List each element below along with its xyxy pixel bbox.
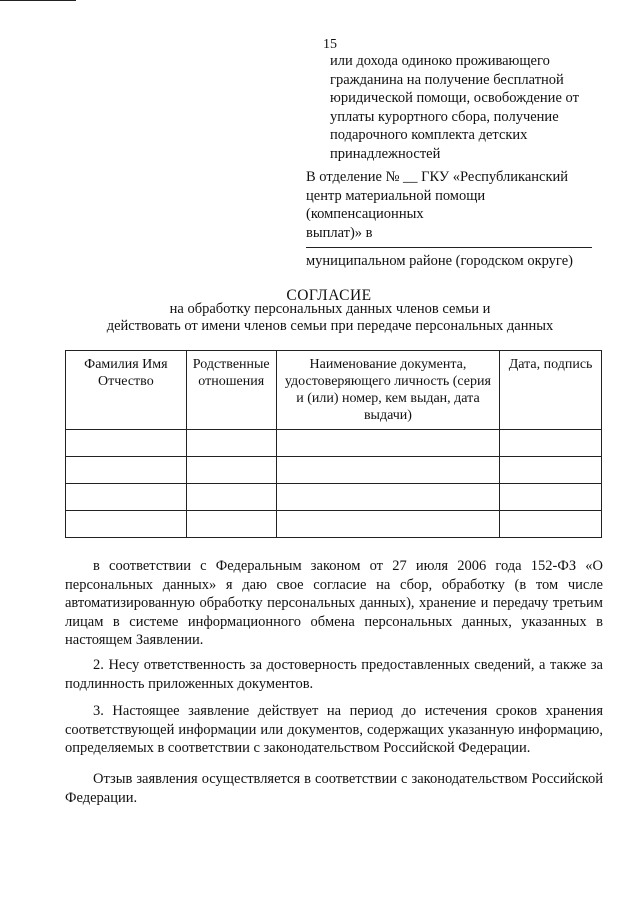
addressee-block bbox=[306, 168, 616, 242]
column-header-full-name: Фамилия Имя Отчество bbox=[66, 351, 187, 430]
table-cell[interactable] bbox=[66, 484, 187, 511]
consent-paragraph: в соответствии с Федеральным законом от 27 июля 2006 года 152-ФЗ «О персональных данных» я даю свое согласие на сбор, обработку (в том числе автоматизированную обработку персональных данных), хранение и передачу третьим лицам в системе информационного обмена персональных данных, указанных в настоящем Заявлении. bbox=[65, 558, 603, 648]
subtitle-line: действовать от имени членов семьи при передаче персональных данных bbox=[106, 318, 554, 334]
purpose-line: юридической помощи, освобождение от bbox=[330, 90, 579, 106]
table-cell[interactable] bbox=[66, 430, 187, 457]
table-cell[interactable] bbox=[186, 457, 276, 484]
table-cell[interactable] bbox=[500, 511, 602, 538]
district-fill-line[interactable] bbox=[306, 247, 592, 248]
responsibility-paragraph: 2. Несу ответственность за достоверность предоставленных сведений, а также за подлинность приложенных документов. bbox=[65, 657, 603, 692]
addressee-line: выплат)» в bbox=[306, 224, 373, 241]
application-purpose-block bbox=[330, 52, 620, 163]
table-header-row bbox=[66, 351, 602, 430]
scan-edge-line bbox=[0, 0, 76, 1]
addressee-line: (компенсационных bbox=[306, 206, 424, 222]
purpose-line: уплаты курортного сбора, получение bbox=[330, 108, 559, 125]
table-cell[interactable] bbox=[276, 511, 499, 538]
table-cell[interactable] bbox=[186, 511, 276, 538]
document-subtitle bbox=[62, 301, 598, 335]
table-cell[interactable] bbox=[500, 430, 602, 457]
document-title: СОГЛАСИЕ bbox=[286, 287, 372, 304]
table-row bbox=[66, 511, 602, 538]
table-row bbox=[66, 484, 602, 511]
validity-paragraph: 3. Настоящее заявление действует на период до истечения сроков хранения соответствующей информации или документов, содержащих указанную информацию, определяемых в соответствии с законодательством Российской Федерации. bbox=[65, 703, 603, 756]
table-cell[interactable] bbox=[500, 457, 602, 484]
table-row bbox=[66, 430, 602, 457]
table-cell[interactable] bbox=[66, 511, 187, 538]
purpose-line: подарочного комплекта детских bbox=[330, 127, 528, 143]
table-cell[interactable] bbox=[66, 457, 187, 484]
table-row bbox=[66, 457, 602, 484]
column-header-date-signature: Дата, подпись bbox=[500, 351, 602, 430]
table-cell[interactable] bbox=[186, 430, 276, 457]
column-header-identity-document: Наименование документа, удостоверяющего личность (серия и (или) номер, кем выдан, дата выдачи) bbox=[276, 351, 499, 430]
revocation-paragraph: Отзыв заявления осуществляется в соответствии с законодательством Российской Федерации. bbox=[65, 771, 603, 806]
purpose-line: или дохода одиноко проживающего bbox=[330, 53, 550, 69]
purpose-line: гражданина на получение бесплатной bbox=[330, 71, 564, 88]
district-caption: муниципальном районе (городском округе) bbox=[306, 253, 573, 269]
table-cell[interactable] bbox=[276, 484, 499, 511]
family-members-table bbox=[65, 350, 602, 538]
subtitle-line: на обработку персональных данных членов семьи и bbox=[169, 301, 491, 317]
table-cell[interactable] bbox=[500, 484, 602, 511]
addressee-line: центр материальной помощи bbox=[306, 187, 486, 204]
table-cell[interactable] bbox=[186, 484, 276, 511]
addressee-line: В отделение № __ ГКУ «Республиканский bbox=[306, 169, 569, 185]
table-cell[interactable] bbox=[276, 430, 499, 457]
column-header-relationship: Родственные отношения bbox=[186, 351, 276, 430]
table-cell[interactable] bbox=[276, 457, 499, 484]
page-number: 15 bbox=[323, 37, 337, 52]
purpose-line: принадлежностей bbox=[330, 145, 441, 162]
